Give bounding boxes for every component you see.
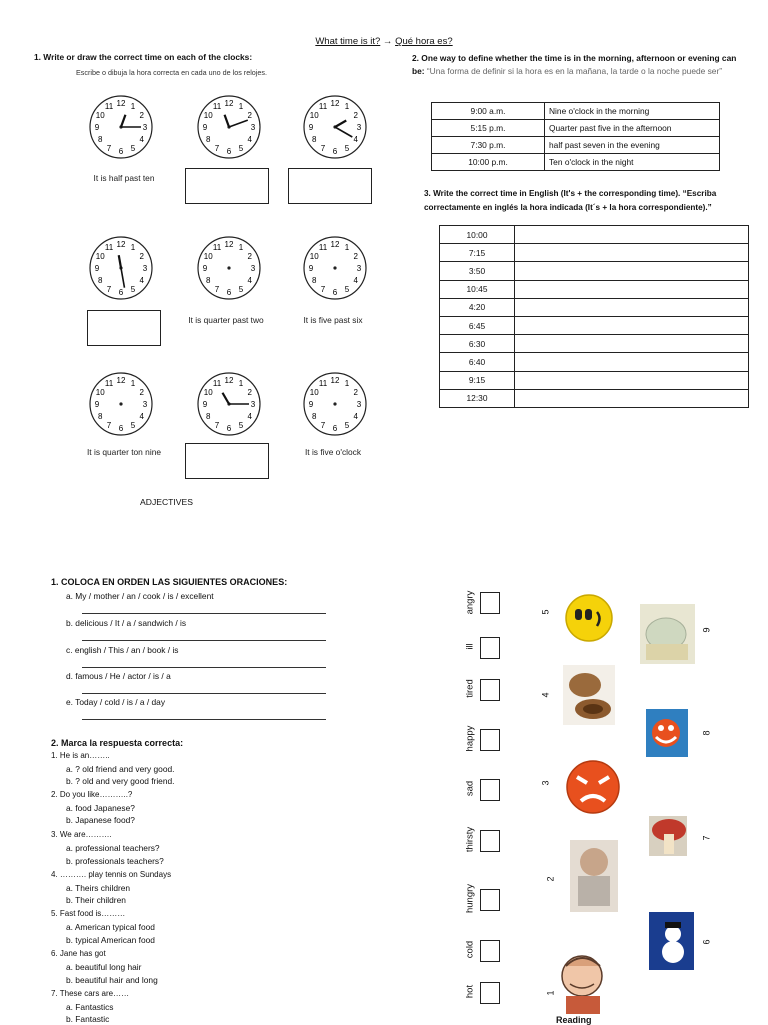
option-5b[interactable]: b. typical American food xyxy=(66,935,155,945)
answer-line-b[interactable] xyxy=(82,640,326,641)
picture-number-6: 6 xyxy=(701,939,712,945)
clock-numeral: 1 xyxy=(344,379,350,389)
table-row xyxy=(440,262,749,280)
clock-numeral: 11 xyxy=(318,102,328,112)
clock-numeral: 8 xyxy=(97,135,103,144)
order-item-d: d. famous / He / actor / is / a xyxy=(66,671,171,681)
section3-heading xyxy=(424,187,756,215)
clock-numeral: 4 xyxy=(353,276,359,285)
clock-r1c1 xyxy=(86,92,156,162)
clock-numeral: 8 xyxy=(205,276,211,285)
option-5a[interactable]: a. American typical food xyxy=(66,922,155,932)
clock-numeral: 6 xyxy=(332,147,338,156)
clock-numeral: 2 xyxy=(139,111,145,120)
answer-cell[interactable] xyxy=(515,353,749,371)
answer-box-r1c3[interactable] xyxy=(288,168,372,204)
cold-snowman-picture xyxy=(649,912,694,970)
option-1a[interactable]: a. ? old friend and very good. xyxy=(66,764,175,774)
clock-numeral: 3 xyxy=(142,123,148,132)
section2-heading-text: 2. One way to define whether the time is in the morning, afternoon or evening can be: xyxy=(412,53,737,76)
time-cell: 6:30 xyxy=(440,335,515,353)
clock-center xyxy=(333,402,336,405)
title-spanish: Qué hora es? xyxy=(395,36,453,47)
label-r1c1: It is half past ten xyxy=(93,173,155,183)
clock-numeral: 3 xyxy=(250,264,256,273)
order-item-a: a. My / mother / an / cook / is / excellent xyxy=(66,591,214,601)
time-cell: 10:00 xyxy=(440,226,515,244)
thirsty-mushroom-picture xyxy=(649,816,687,856)
clock-numeral: 9 xyxy=(202,264,208,273)
clock-numeral: 12 xyxy=(116,99,126,108)
checkbox-ill[interactable] xyxy=(480,637,500,659)
order-heading: 1. COLOCA EN ORDEN LAS SIGUIENTES ORACIONES: xyxy=(51,577,288,587)
clock-center xyxy=(333,266,336,269)
table-row xyxy=(440,244,749,262)
clock-numeral: 3 xyxy=(250,123,256,132)
answer-cell[interactable] xyxy=(515,316,749,334)
checkbox-sad[interactable] xyxy=(480,779,500,801)
clock-numeral: 3 xyxy=(356,264,362,273)
answer-cell[interactable] xyxy=(515,335,749,353)
answer-box-r1c2[interactable] xyxy=(185,168,269,204)
clock-numeral: 7 xyxy=(214,143,220,153)
time-cell: 7:30 p.m. xyxy=(432,137,545,154)
clock-numeral: 10 xyxy=(95,388,105,397)
clock-numeral: 6 xyxy=(332,424,338,433)
section3-spanish: “Escriba correctamente en inglés la hora indicada (It´s + la hora correspondiente).” xyxy=(424,189,717,212)
clock-numeral: 4 xyxy=(353,135,359,144)
checkbox-thirsty[interactable] xyxy=(480,830,500,852)
question-7: 7. These cars are…… xyxy=(51,989,130,998)
clock-numeral: 1 xyxy=(130,102,136,112)
clock-numeral: 1 xyxy=(238,243,244,253)
clock-numeral: 1 xyxy=(344,102,350,112)
time-cell: 7:15 xyxy=(440,244,515,262)
clock-numeral: 10 xyxy=(203,252,213,261)
phrase-cell: half past seven in the evening xyxy=(545,137,720,154)
table-row xyxy=(440,389,749,407)
picture-number-8: 8 xyxy=(701,730,712,736)
clock-numeral: 2 xyxy=(247,388,253,397)
time-cell: 3:50 xyxy=(440,262,515,280)
sad-face-picture xyxy=(563,592,615,644)
clock-numeral: 4 xyxy=(139,135,145,144)
clock-numeral: 8 xyxy=(311,276,317,285)
clock-numeral: 6 xyxy=(226,288,232,297)
checkbox-happy[interactable] xyxy=(480,729,500,751)
clock-numeral: 10 xyxy=(95,252,105,261)
clock-r2c1 xyxy=(86,233,156,303)
feeling-angry: angry xyxy=(464,590,476,615)
option-2b[interactable]: b. Japanese food? xyxy=(66,815,135,825)
clock-numeral: 6 xyxy=(118,424,124,433)
hot-man-picture xyxy=(556,952,611,1014)
order-item-e: e. Today / cold / is / a / day xyxy=(66,697,166,707)
checkbox-cold[interactable] xyxy=(480,940,500,962)
clock-r3c1 xyxy=(86,369,156,439)
clock-numeral: 2 xyxy=(353,252,359,261)
option-4b[interactable]: b. Their children xyxy=(66,895,126,905)
clock-numeral: 1 xyxy=(344,243,350,253)
clock-numeral: 11 xyxy=(212,379,222,389)
time-cell: 12:30 xyxy=(440,389,515,407)
clock-numeral: 8 xyxy=(311,412,317,421)
clock-numeral: 3 xyxy=(356,400,362,409)
picture-number-5: 5 xyxy=(540,609,551,615)
clock-numeral: 9 xyxy=(94,123,100,132)
answer-line-c[interactable] xyxy=(82,667,326,668)
time-cell: 5:15 p.m. xyxy=(432,120,545,137)
clock-center xyxy=(119,402,122,405)
clock-numeral: 5 xyxy=(238,420,244,430)
clock-numeral: 12 xyxy=(330,240,340,249)
clock-numeral: 11 xyxy=(318,243,328,253)
feeling-ill: ill xyxy=(464,643,476,650)
clock-numeral: 10 xyxy=(309,111,319,120)
clock-numeral: 5 xyxy=(130,284,136,294)
clock-numeral: 1 xyxy=(238,379,244,389)
clock-numeral: 4 xyxy=(139,412,145,421)
clock-numeral: 5 xyxy=(238,143,244,153)
write-time-table xyxy=(439,225,749,408)
clock-numeral: 12 xyxy=(224,376,234,385)
table-row xyxy=(432,154,720,171)
option-7a[interactable]: a. Fantastics xyxy=(66,1002,114,1012)
clock-numeral: 5 xyxy=(130,143,136,153)
question-5: 5. Fast food is……… xyxy=(51,909,126,918)
question-1: 1. He is an…….. xyxy=(51,751,110,760)
clock-numeral: 1 xyxy=(130,379,136,389)
clock-numeral: 12 xyxy=(330,376,340,385)
clock-numeral: 7 xyxy=(320,143,326,153)
clock-numeral: 10 xyxy=(95,111,105,120)
order-item-b: b. delicious / It / a / sandwich / is xyxy=(66,618,187,628)
answer-cell[interactable] xyxy=(515,244,749,262)
clock-numeral: 9 xyxy=(308,400,314,409)
clock-numeral: 5 xyxy=(344,284,350,294)
answer-cell[interactable] xyxy=(515,226,749,244)
time-cell: 10:45 xyxy=(440,280,515,298)
table-row xyxy=(440,335,749,353)
clock-numeral: 8 xyxy=(97,276,103,285)
clock-numeral: 7 xyxy=(320,284,326,294)
clock-numeral: 4 xyxy=(247,135,253,144)
clock-numeral: 11 xyxy=(318,379,328,389)
clock-numeral: 1 xyxy=(130,243,136,253)
clock-r1c3 xyxy=(300,92,370,162)
clock-numeral: 6 xyxy=(226,147,232,156)
option-6a[interactable]: a. beautiful long hair xyxy=(66,962,142,972)
clock-numeral: 7 xyxy=(106,143,112,153)
clock-numeral: 8 xyxy=(205,135,211,144)
answer-box-r2c1[interactable] xyxy=(87,310,161,346)
clock-numeral: 11 xyxy=(212,243,222,253)
clock-numeral: 9 xyxy=(94,400,100,409)
clock-r3c3 xyxy=(300,369,370,439)
table-row xyxy=(432,137,720,154)
feeling-tired: tired xyxy=(464,679,476,698)
clock-numeral: 2 xyxy=(139,388,145,397)
table-row xyxy=(440,371,749,389)
answer-cell[interactable] xyxy=(515,389,749,407)
phrase-cell: Ten o'clock in the night xyxy=(545,154,720,171)
table-row xyxy=(440,226,749,244)
section1-subheading: Escribe o dibuja la hora correcta en cada uno de los relojes. xyxy=(76,68,267,77)
checkbox-hungry[interactable] xyxy=(480,889,500,911)
clock-numeral: 8 xyxy=(97,412,103,421)
clock-numeral: 10 xyxy=(203,111,213,120)
question-6: 6. Jane has got xyxy=(51,949,106,958)
hungry-child-picture xyxy=(570,840,618,912)
feeling-happy: happy xyxy=(464,725,476,752)
answer-cell[interactable] xyxy=(515,262,749,280)
feeling-hungry: hungry xyxy=(464,883,476,914)
clock-r1c2 xyxy=(194,92,264,162)
clock-numeral: 2 xyxy=(353,388,359,397)
clock-numeral: 12 xyxy=(116,376,126,385)
option-3a[interactable]: a. professional teachers? xyxy=(66,843,160,853)
clock-numeral: 9 xyxy=(202,400,208,409)
clock-numeral: 12 xyxy=(330,99,340,108)
clock-numeral: 11 xyxy=(212,102,222,112)
picture-number-3: 3 xyxy=(540,780,551,786)
clock-r3c2 xyxy=(194,369,264,439)
feeling-thirsty: thirsty xyxy=(464,826,476,853)
clock-numeral: 6 xyxy=(226,424,232,433)
answer-cell[interactable] xyxy=(515,371,749,389)
coffee-cups-picture xyxy=(563,665,615,725)
section2-spanish: “Una forma de definir si la hora es en la mañana, la tarde o la noche puede ser” xyxy=(426,66,723,76)
clock-numeral: 7 xyxy=(106,284,112,294)
clock-numeral: 10 xyxy=(309,252,319,261)
time-cell: 10:00 p.m. xyxy=(432,154,545,171)
question-4: 4. ………. play tennis on Sundays xyxy=(51,870,172,879)
answer-cell[interactable] xyxy=(515,298,749,316)
checkbox-angry[interactable] xyxy=(480,592,500,614)
label-r3c3: It is five o'clock xyxy=(304,447,362,457)
water-glass-picture xyxy=(640,604,695,664)
clock-numeral: 10 xyxy=(309,388,319,397)
option-4a[interactable]: a. Theirs children xyxy=(66,883,131,893)
clock-numeral: 9 xyxy=(94,264,100,273)
checkbox-hot[interactable] xyxy=(480,982,500,1004)
clock-numeral: 5 xyxy=(238,284,244,294)
label-r2c2: It is quarter past two xyxy=(188,315,264,325)
title-arrow: → xyxy=(382,36,393,47)
clock-numeral: 7 xyxy=(214,284,220,294)
section3-heading-text: 3. Write the correct time in English (It's + the corresponding time). xyxy=(424,189,681,198)
clock-numeral: 3 xyxy=(142,400,148,409)
answer-line-a[interactable] xyxy=(82,613,326,614)
time-cell: 9:00 a.m. xyxy=(432,103,545,120)
label-r3c1: It is quarter ton nine xyxy=(86,447,162,457)
question-3: 3. We are………. xyxy=(51,830,112,839)
clock-numeral: 5 xyxy=(130,420,136,430)
clock-numeral: 9 xyxy=(308,264,314,273)
time-cell: 6:40 xyxy=(440,353,515,371)
reading-heading: Reading xyxy=(556,1015,592,1025)
clock-numeral: 3 xyxy=(356,123,362,132)
time-cell: 9:15 xyxy=(440,371,515,389)
clock-numeral: 2 xyxy=(353,111,359,120)
clock-numeral: 2 xyxy=(247,252,253,261)
clock-numeral: 4 xyxy=(247,412,253,421)
feeling-hot: hot xyxy=(464,984,476,999)
choice-heading: 2. Marca la respuesta correcta: xyxy=(51,738,184,748)
clock-numeral: 12 xyxy=(224,99,234,108)
answer-line-d[interactable] xyxy=(82,693,326,694)
clock-numeral: 1 xyxy=(238,102,244,112)
picture-number-4: 4 xyxy=(540,692,551,698)
clock-numeral: 11 xyxy=(104,102,114,112)
picture-number-1: 1 xyxy=(545,990,556,996)
clock-numeral: 3 xyxy=(142,264,148,273)
clock-numeral: 5 xyxy=(344,420,350,430)
picture-number-2: 2 xyxy=(545,876,556,882)
worksheet-title xyxy=(0,36,768,47)
time-of-day-table xyxy=(431,102,720,171)
clock-numeral: 2 xyxy=(139,252,145,261)
clock-r2c2 xyxy=(194,233,264,303)
clock-numeral: 10 xyxy=(203,388,213,397)
clock-numeral: 6 xyxy=(118,147,124,156)
clock-numeral: 3 xyxy=(250,400,256,409)
answer-cell[interactable] xyxy=(515,280,749,298)
adjectives-title: ADJECTIVES xyxy=(140,497,194,507)
feeling-sad: sad xyxy=(464,780,476,797)
table-row xyxy=(440,353,749,371)
answer-box-r3c2[interactable] xyxy=(185,443,269,479)
table-row xyxy=(432,120,720,137)
happy-monster-picture xyxy=(646,709,688,757)
table-row xyxy=(440,298,749,316)
answer-line-e[interactable] xyxy=(82,719,326,720)
clock-numeral: 5 xyxy=(344,143,350,153)
option-3b[interactable]: b. professionals teachers? xyxy=(66,856,164,866)
option-1b[interactable]: b. ? old and very good friend. xyxy=(66,776,175,786)
clock-numeral: 7 xyxy=(106,420,112,430)
angry-face-picture xyxy=(563,757,623,817)
feeling-cold: cold xyxy=(464,940,476,959)
clock-numeral: 6 xyxy=(118,288,124,297)
clock-numeral: 6 xyxy=(332,288,338,297)
clock-numeral: 4 xyxy=(353,412,359,421)
phrase-cell: Nine o'clock in the morning xyxy=(545,103,720,120)
clock-numeral: 8 xyxy=(205,412,211,421)
section2-heading xyxy=(412,52,748,78)
table-row xyxy=(440,316,749,334)
time-cell: 6:45 xyxy=(440,316,515,334)
table-row xyxy=(440,280,749,298)
title-main: What time is it? xyxy=(315,36,381,47)
clock-numeral: 12 xyxy=(224,240,234,249)
option-2a[interactable]: a. food Japanese? xyxy=(66,803,135,813)
time-cell: 4:20 xyxy=(440,298,515,316)
label-r2c3: It is five past six xyxy=(303,315,363,325)
order-item-c: c. english / This / an / book / is xyxy=(66,645,179,655)
clock-numeral: 2 xyxy=(247,111,253,120)
clock-r2c3 xyxy=(300,233,370,303)
clock-numeral: 8 xyxy=(311,135,317,144)
section1-heading: 1. Write or draw the correct time on each of the clocks: xyxy=(34,52,253,62)
clock-center xyxy=(227,266,230,269)
clock-numeral: 7 xyxy=(214,420,220,430)
clock-numeral: 11 xyxy=(104,243,114,253)
clock-numeral: 9 xyxy=(202,123,208,132)
clock-numeral: 4 xyxy=(139,276,145,285)
clock-numeral: 11 xyxy=(104,379,114,389)
clock-numeral: 7 xyxy=(320,420,326,430)
question-2: 2. Do you like………..? xyxy=(51,790,133,799)
clock-numeral: 4 xyxy=(247,276,253,285)
option-7b[interactable]: b. Fantastic xyxy=(66,1014,110,1024)
checkbox-tired[interactable] xyxy=(480,679,500,701)
clock-numeral: 12 xyxy=(116,240,126,249)
phrase-cell: Quarter past five in the afternoon xyxy=(545,120,720,137)
clock-numeral: 9 xyxy=(308,123,314,132)
option-6b[interactable]: b. beautiful hair and long xyxy=(66,975,158,985)
picture-number-7: 7 xyxy=(701,835,712,841)
table-row xyxy=(432,103,720,120)
picture-number-9: 9 xyxy=(701,627,712,633)
